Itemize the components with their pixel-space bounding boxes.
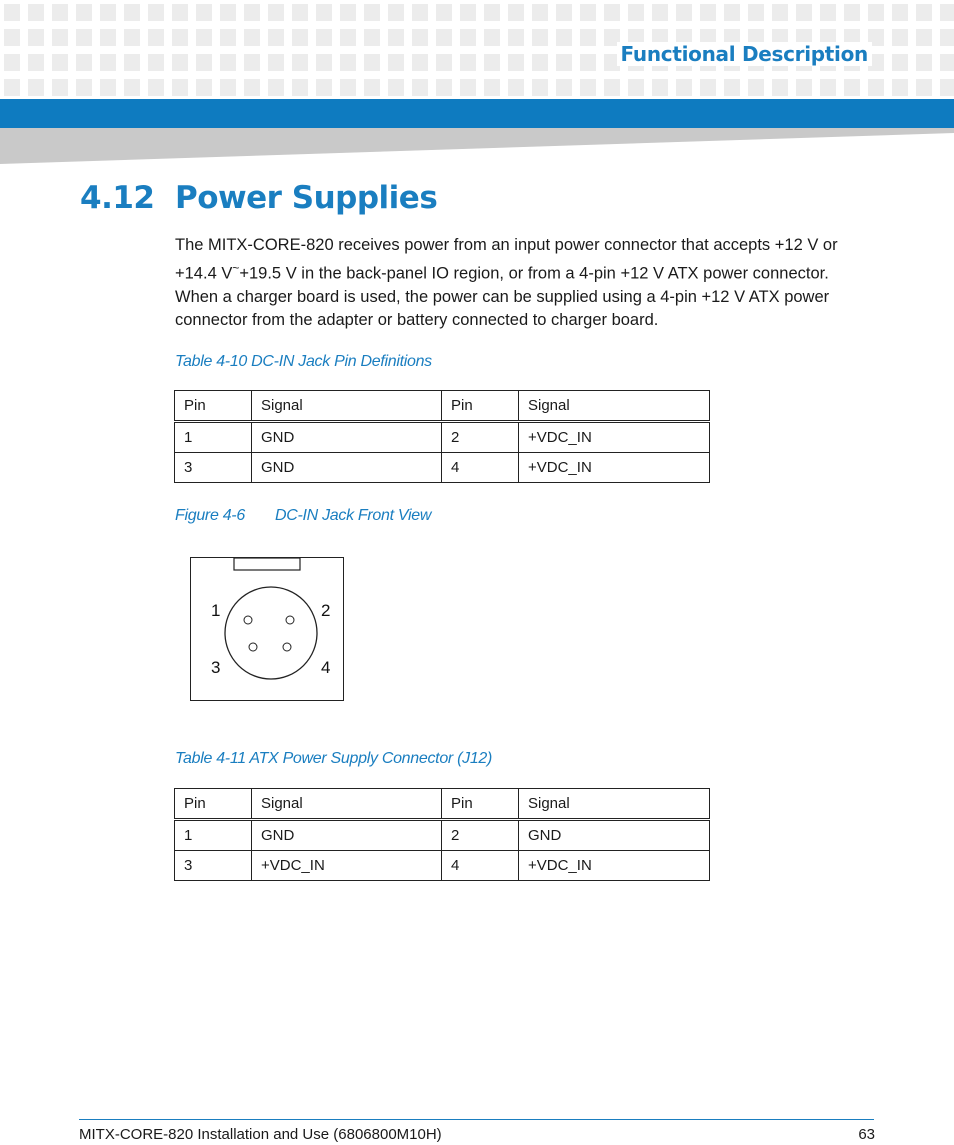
header-grid-square bbox=[268, 79, 284, 96]
header-grid-square bbox=[484, 79, 500, 96]
header-grid-square bbox=[484, 4, 500, 21]
header-grid-square bbox=[4, 79, 20, 96]
header-grid-square bbox=[628, 4, 644, 21]
header-grid-square bbox=[940, 29, 954, 46]
header-grid-square bbox=[940, 54, 954, 71]
header-grid-square bbox=[148, 4, 164, 21]
table-header-cell: Signal bbox=[519, 391, 710, 422]
table-row bbox=[175, 422, 710, 453]
header-grid-square bbox=[220, 54, 236, 71]
footer-document-title: MITX-CORE-820 Installation and Use (6806800M10H) bbox=[79, 1126, 442, 1143]
header-grid-square bbox=[148, 54, 164, 71]
header-grid-square bbox=[4, 54, 20, 71]
table-cell: +VDC_IN bbox=[519, 422, 710, 453]
header-grid-square bbox=[4, 4, 20, 21]
header-grid-square bbox=[100, 54, 116, 71]
table-header-cell: Pin bbox=[175, 391, 252, 422]
header-grid-square bbox=[28, 79, 44, 96]
header-grid-square bbox=[436, 79, 452, 96]
header-grid-square bbox=[28, 4, 44, 21]
header-grid-square bbox=[76, 4, 92, 21]
header-grid-square bbox=[172, 54, 188, 71]
header-grid-square bbox=[796, 4, 812, 21]
header-grid-square bbox=[76, 54, 92, 71]
header-grid-square bbox=[532, 54, 548, 71]
pin-label: 2 bbox=[321, 601, 331, 620]
header-gray-swoosh bbox=[0, 128, 954, 164]
header-grid-square bbox=[76, 29, 92, 46]
header-grid-square bbox=[52, 79, 68, 96]
header-grid-square bbox=[100, 79, 116, 96]
header-grid-square bbox=[340, 29, 356, 46]
header-grid-square bbox=[316, 54, 332, 71]
header-grid-square bbox=[388, 29, 404, 46]
body-text-fragment: +14.4 V bbox=[175, 264, 233, 283]
header-grid-square bbox=[580, 29, 596, 46]
header-grid-square bbox=[556, 54, 572, 71]
header-grid-square bbox=[172, 79, 188, 96]
table-header-row bbox=[175, 789, 710, 820]
header-grid-square bbox=[916, 54, 932, 71]
body-text-fragment: +19.5 V in the back-panel IO region, or from a 4-pin +12 V ATX power connector. bbox=[239, 264, 829, 283]
header-grid-square bbox=[580, 54, 596, 71]
header-grid-square bbox=[484, 54, 500, 71]
table-header-cell: Pin bbox=[442, 391, 519, 422]
table-cell: +VDC_IN bbox=[519, 851, 710, 881]
header-grid-square bbox=[460, 29, 476, 46]
header-grid-square bbox=[244, 54, 260, 71]
header-grid-square bbox=[940, 79, 954, 96]
table-cell: 4 bbox=[442, 851, 519, 881]
header-grid-square bbox=[124, 54, 140, 71]
header-grid-square bbox=[844, 4, 860, 21]
header-grid-square bbox=[652, 4, 668, 21]
header-grid-square bbox=[268, 29, 284, 46]
header-grid-square bbox=[460, 4, 476, 21]
table-cell: 4 bbox=[442, 453, 519, 483]
table-caption: Table 4-11 ATX Power Supply Connector (J12) bbox=[175, 750, 493, 767]
header-grid-square bbox=[268, 4, 284, 21]
header-grid-square bbox=[604, 4, 620, 21]
header-grid-square bbox=[220, 79, 236, 96]
header-grid-square bbox=[700, 4, 716, 21]
pin-label: 4 bbox=[321, 658, 331, 677]
header-grid-square bbox=[748, 4, 764, 21]
header-grid-square bbox=[556, 79, 572, 96]
header-grid-square bbox=[412, 4, 428, 21]
header-grid-square bbox=[244, 79, 260, 96]
header-grid-square bbox=[364, 54, 380, 71]
header-grid-square bbox=[220, 29, 236, 46]
table-cell: 2 bbox=[442, 422, 519, 453]
header-grid-square bbox=[268, 54, 284, 71]
header-grid-square bbox=[892, 79, 908, 96]
jack-key-notch bbox=[234, 558, 300, 570]
header-grid-square bbox=[676, 79, 692, 96]
body-line: When a charger board is used, the power can be supplied using a 4-pin +12 V ATX power bbox=[175, 287, 830, 306]
header-grid-square bbox=[532, 4, 548, 21]
table-header-cell: Signal bbox=[252, 789, 442, 820]
header-grid-square bbox=[580, 79, 596, 96]
footer-rule bbox=[79, 1119, 874, 1120]
header-grid-square bbox=[868, 79, 884, 96]
table-cell: 1 bbox=[175, 422, 252, 453]
header-grid-square bbox=[244, 29, 260, 46]
header-grid-square bbox=[412, 79, 428, 96]
pin-label: 3 bbox=[211, 658, 221, 677]
header-grid-square bbox=[28, 54, 44, 71]
header-grid-square bbox=[916, 4, 932, 21]
pin-label: 1 bbox=[211, 601, 221, 620]
table-cell: 1 bbox=[175, 820, 252, 851]
header-grid-square bbox=[892, 4, 908, 21]
header-grid-square bbox=[172, 29, 188, 46]
header-grid-square bbox=[76, 79, 92, 96]
jack-outer-ring bbox=[225, 587, 317, 679]
dc-in-jack-diagram bbox=[191, 558, 343, 700]
header-grid-square bbox=[172, 4, 188, 21]
header-grid-square bbox=[364, 79, 380, 96]
table-header-cell: Signal bbox=[252, 391, 442, 422]
tilde-superscript: ~ bbox=[232, 261, 240, 275]
header-grid-square bbox=[508, 79, 524, 96]
header-grid-square bbox=[28, 29, 44, 46]
header-grid-square bbox=[556, 29, 572, 46]
header-grid-square bbox=[100, 29, 116, 46]
table-header-cell: Pin bbox=[442, 789, 519, 820]
header-grid-square bbox=[604, 79, 620, 96]
header-grid-square bbox=[676, 4, 692, 21]
header-grid-square bbox=[436, 54, 452, 71]
header-grid-square bbox=[436, 29, 452, 46]
dc-in-pin-table bbox=[174, 390, 710, 483]
header-grid-square bbox=[652, 79, 668, 96]
header-grid-square bbox=[772, 4, 788, 21]
table-cell: GND bbox=[519, 820, 710, 851]
table-cell: GND bbox=[252, 820, 442, 851]
header-grid-square bbox=[796, 79, 812, 96]
header-grid-square bbox=[844, 79, 860, 96]
header-grid-square bbox=[388, 79, 404, 96]
jack-pin-hole bbox=[283, 643, 291, 651]
table-header-cell: Signal bbox=[519, 789, 710, 820]
table-row bbox=[175, 851, 710, 881]
header-blue-band bbox=[0, 99, 954, 128]
section-title: Power Supplies bbox=[175, 180, 438, 216]
body-line: connector from the adapter or battery connected to charger board. bbox=[175, 310, 659, 329]
table-cell: 3 bbox=[175, 453, 252, 483]
table-header-row bbox=[175, 391, 710, 422]
header-grid-square bbox=[316, 4, 332, 21]
header-grid-square bbox=[148, 29, 164, 46]
header-grid-square bbox=[868, 4, 884, 21]
header-grid-square bbox=[148, 79, 164, 96]
header-grid-square bbox=[196, 54, 212, 71]
header-grid-square bbox=[292, 29, 308, 46]
header-grid-square bbox=[340, 79, 356, 96]
body-line bbox=[175, 257, 865, 286]
jack-pin-hole bbox=[249, 643, 257, 651]
header-grid-square bbox=[532, 79, 548, 96]
jack-pin-hole bbox=[244, 616, 252, 624]
table-caption: Table 4-10 DC-IN Jack Pin Definitions bbox=[175, 353, 432, 370]
header-grid-square bbox=[124, 29, 140, 46]
header-grid-square bbox=[508, 54, 524, 71]
header-grid-square bbox=[292, 4, 308, 21]
header-grid-square bbox=[100, 4, 116, 21]
figure-caption bbox=[175, 507, 431, 525]
header-grid-square bbox=[724, 4, 740, 21]
table-cell: GND bbox=[252, 422, 442, 453]
header-grid-square bbox=[748, 79, 764, 96]
figure-title: DC-IN Jack Front View bbox=[275, 507, 432, 524]
header-grid-square bbox=[508, 4, 524, 21]
jack-pin-hole bbox=[286, 616, 294, 624]
table-cell: 3 bbox=[175, 851, 252, 881]
header-grid-square bbox=[916, 29, 932, 46]
header-grid-square bbox=[340, 54, 356, 71]
header-grid-square bbox=[52, 54, 68, 71]
header-grid-square bbox=[196, 4, 212, 21]
header-grid-square bbox=[292, 79, 308, 96]
section-number: 4.12 bbox=[80, 180, 155, 216]
header-grid-square bbox=[460, 79, 476, 96]
table-cell: GND bbox=[252, 453, 442, 483]
header-grid-square bbox=[124, 79, 140, 96]
table-cell: +VDC_IN bbox=[252, 851, 442, 881]
header-grid-square bbox=[580, 4, 596, 21]
header-grid-square bbox=[460, 54, 476, 71]
header-grid-square bbox=[820, 79, 836, 96]
header-grid-square bbox=[772, 79, 788, 96]
header-grid-square bbox=[916, 79, 932, 96]
header-grid-square bbox=[340, 4, 356, 21]
header-grid-square bbox=[316, 79, 332, 96]
header-grid-square bbox=[388, 4, 404, 21]
header-grid-square bbox=[700, 79, 716, 96]
header-grid-square bbox=[244, 4, 260, 21]
header-grid-square bbox=[436, 4, 452, 21]
table-cell: +VDC_IN bbox=[519, 453, 710, 483]
header-grid-square bbox=[364, 29, 380, 46]
header-grid-square bbox=[124, 4, 140, 21]
header-grid-square bbox=[52, 29, 68, 46]
header-grid-square bbox=[196, 79, 212, 96]
atx-power-table bbox=[174, 788, 710, 881]
table-row bbox=[175, 820, 710, 851]
body-line: The MITX-CORE-820 receives power from an input power connector that accepts +12 V or bbox=[175, 236, 838, 254]
header-grid-square bbox=[628, 79, 644, 96]
header-grid-square bbox=[52, 4, 68, 21]
figure-label: Figure 4-6 bbox=[175, 507, 245, 524]
table-row bbox=[175, 453, 710, 483]
dc-in-jack-figure bbox=[190, 557, 344, 701]
body-paragraph bbox=[175, 234, 865, 332]
header-grid-square bbox=[556, 4, 572, 21]
header-grid-square bbox=[532, 29, 548, 46]
header-grid-square bbox=[196, 29, 212, 46]
section-heading bbox=[80, 180, 437, 216]
header-grid-square bbox=[412, 54, 428, 71]
header-grid-square bbox=[364, 4, 380, 21]
header-grid-square bbox=[220, 4, 236, 21]
header-grid-square bbox=[508, 29, 524, 46]
header-grid-square bbox=[4, 29, 20, 46]
header-grid-square bbox=[892, 29, 908, 46]
footer-page-number: 63 bbox=[858, 1126, 875, 1143]
header-grid-square bbox=[892, 54, 908, 71]
header-grid-square bbox=[820, 4, 836, 21]
header-grid-square bbox=[292, 54, 308, 71]
header-grid-square bbox=[484, 29, 500, 46]
header-grid-square bbox=[412, 29, 428, 46]
table-header-cell: Pin bbox=[175, 789, 252, 820]
header-grid-square bbox=[316, 29, 332, 46]
header-grid-square bbox=[388, 54, 404, 71]
table-cell: 2 bbox=[442, 820, 519, 851]
header-grid-square bbox=[724, 79, 740, 96]
header-grid-square bbox=[940, 4, 954, 21]
running-header-title: Functional Description bbox=[617, 42, 872, 66]
